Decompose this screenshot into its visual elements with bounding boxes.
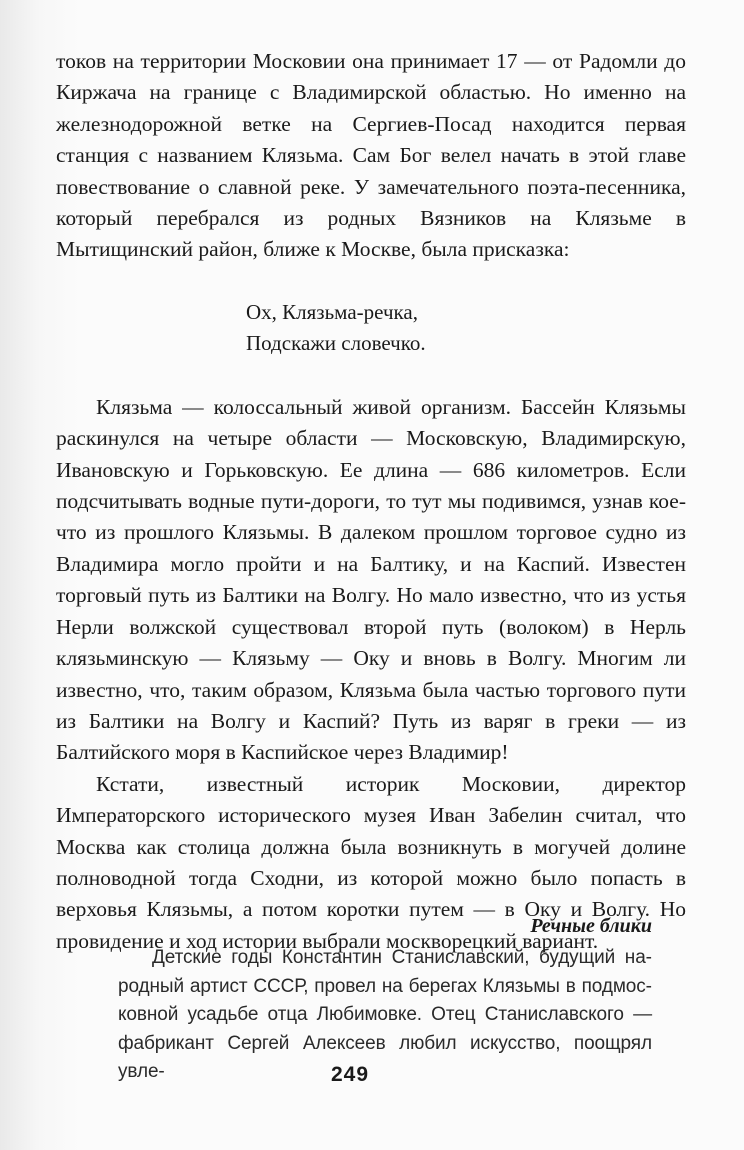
paragraph-3: Кстати, известный историк Московии, директор Императорского исторического музея Иван Забелин считал, что Москва как столица должна была возникнуть в могучей долине полноводной тогда Сходни, из которой можно было попасть в верховья Клязьмы, а потом коротки путем — в Оку и Волгу. Но провидение и ход истории выбрали москворецкий вариант. bbox=[56, 771, 686, 953]
main-text bbox=[56, 46, 686, 957]
verse-line-2: Подскажи словечко. bbox=[246, 330, 426, 355]
paragraph-1: токов на территории Московии она принимает 17 — от Радомли до Киржача на границе с Владимирской областью. Но именно на железнодорожной ветке на Сергиев-Посад находится первая станция с названием Клязьма. Сам Бог велел начать в этой главе повествование о славной реке. У замечательного поэта-песенника, который перебрался из родных Вязников на Клязьме в Мытищинский район, ближе к Москве, была присказка: bbox=[56, 49, 686, 262]
sidebar-text: Детские годы Константин Станиславский, будущий народный артист СССР, провел на берегах Клязьмы в подмосковной усадьбе отца Любимовке. Отец Станиславского — фабрикант Сергей Алексеев любил искусство, поощрял увле- bbox=[118, 947, 652, 1082]
verse bbox=[246, 297, 686, 359]
section-heading: Речные блики bbox=[530, 915, 652, 937]
page-number: 249 bbox=[330, 1063, 370, 1086]
paragraph-2: Клязьма — колоссальный живой организм. Бассейн Клязьмы раскинулся на четыре области — Московскую, Владимирскую, Ивановскую и Горьковскую. Ее длина — 686 километров. Если подсчитывать водные пути-дороги, то тут мы подивимся, узнав кое-что из прошлого Клязьмы. В далеком прошлом торговое судно из Владимира могло пройти и на Балтику, и на Каспий. Известен торговый путь из Балтики на Волгу. Но мало известно, что из устья Нерли волжской существовал второй путь (волоком) в Нерль клязьминскую — Клязьму — Оку и вновь в Волгу. Многим ли известно, что, таким образом, Клязьма была частью торгового пути из Балтики на Волгу и Каспий? Путь из варяг в греки — из Балтийского моря в Каспийское через Владимир! bbox=[56, 394, 686, 765]
verse-line-1: Ох, Клязьма-речка, bbox=[246, 299, 418, 324]
